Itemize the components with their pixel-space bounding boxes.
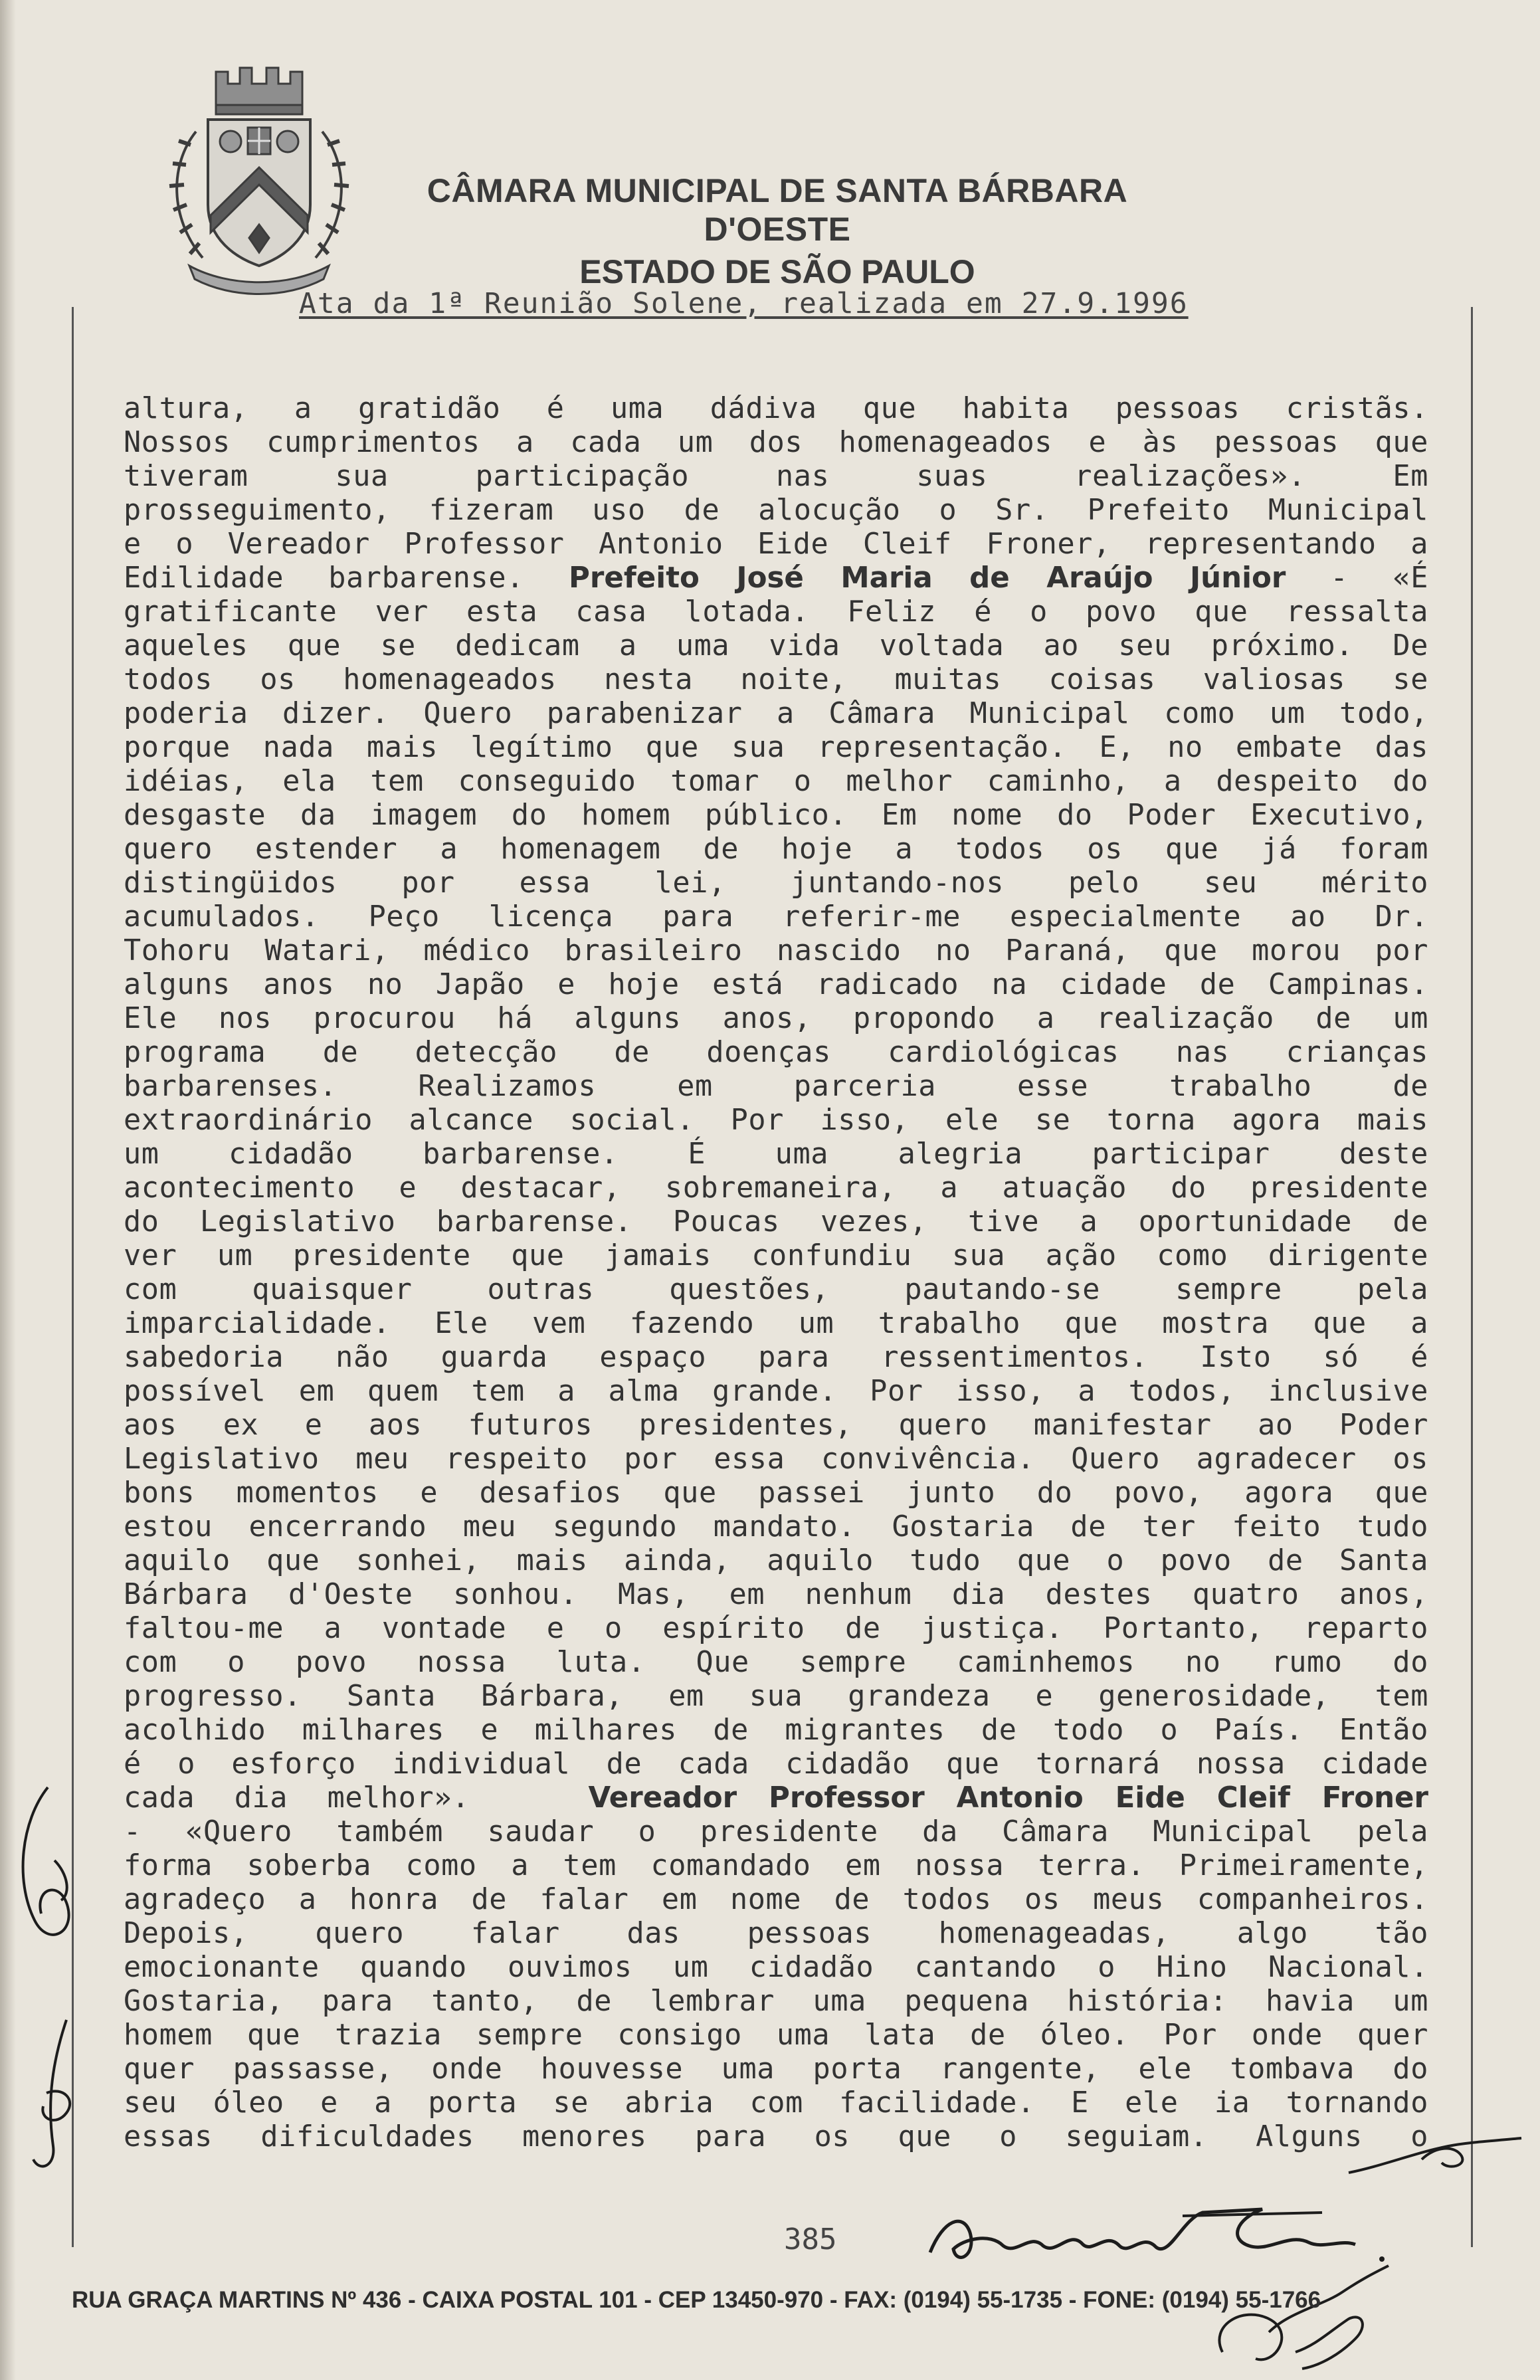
- document-title: Ata da 1ª Reunião Solene, realizada em 27.9.1996: [299, 287, 1189, 320]
- text-line: agradeço a honra de falar em nome de todos os meus companheiros.: [124, 1883, 1428, 1916]
- text-line: homem que trazia sempre consigo uma lata de óleo. Por onde quer: [124, 2019, 1428, 2052]
- text-line: com quaisquer outras questões, pautando-se sempre pela: [124, 1273, 1428, 1306]
- text-line: - «Quero também saudar o presidente da Câmara Municipal pela: [124, 1815, 1428, 1848]
- minutes-body: [124, 392, 1428, 2154]
- text-line: ver um presidente que jamais confundiu sua ação como dirigente: [124, 1239, 1428, 1272]
- text-line: distingüidos por essa lei, juntando-nos pelo seu mérito: [124, 866, 1428, 900]
- speaker-name-prefeito: Prefeito José Maria de Araújo Júnior: [569, 561, 1286, 595]
- text-line-speaker: [124, 1781, 1428, 1815]
- text-line: acumulados. Peço licença para referir-me especialmente ao Dr.: [124, 900, 1428, 934]
- text-line: do Legislativo barbarense. Poucas vezes, tive a oportunidade de: [124, 1205, 1428, 1239]
- text-line: barbarenses. Realizamos em parceria esse trabalho de: [124, 1070, 1428, 1103]
- text-line: idéias, ela tem conseguido tomar o melhor caminho, a despeito do: [124, 765, 1428, 798]
- text-line: todos os homenageados nesta noite, muitas coisas valiosas se: [124, 663, 1428, 696]
- text-line: um cidadão barbarense. É uma alegria participar deste: [124, 1138, 1428, 1171]
- text-line: com o povo nossa luta. Que sempre caminhemos no rumo do: [124, 1646, 1428, 1679]
- text-line: extraordinário alcance social. Por isso, ele se torna agora mais: [124, 1104, 1428, 1137]
- right-margin-rule: [1471, 307, 1473, 2247]
- text-line: quer passasse, onde houvesse uma porta rangente, ele tombava do: [124, 2052, 1428, 2086]
- text-line: aqueles que se dedicam a uma vida voltada ao seu próximo. De: [124, 629, 1428, 662]
- text-line: porque nada mais legítimo que sua representação. E, no embate das: [124, 731, 1428, 764]
- text-line: Depois, quero falar das pessoas homenageadas, algo tão: [124, 1917, 1428, 1950]
- text-line: emocionante quando ouvimos um cidadão cantando o Hino Nacional.: [124, 1951, 1428, 1984]
- text-line-speaker: [124, 561, 1428, 595]
- text-line: essas dificuldades menores para os que o seguiam. Alguns o: [124, 2120, 1428, 2153]
- text-line: faltou-me a vontade e o espírito de justiça. Portanto, reparto: [124, 1612, 1428, 1645]
- text-line: Tohoru Watari, médico brasileiro nascido no Paraná, que morou por: [124, 934, 1428, 967]
- page-number: 385: [784, 2223, 837, 2256]
- signature-left-2-icon: [27, 2013, 86, 2179]
- text-line: Legislativo meu respeito por essa convivência. Quero agradecer os: [124, 1442, 1428, 1476]
- text-line: tiveram sua participação nas suas realizações». Em: [124, 460, 1428, 493]
- text-line: acontecimento e destacar, sobremaneira, a atuação do presidente: [124, 1171, 1428, 1205]
- text-line: sabedoria não guarda espaço para ressentimentos. Isto só é: [124, 1341, 1428, 1374]
- text-line: Nossos cumprimentos a cada um dos homenageados e às pessoas que: [124, 426, 1428, 459]
- text-line: Gostaria, para tanto, de lembrar uma pequena história: havia um: [124, 1985, 1428, 2018]
- text-line: aos ex e aos futuros presidentes, quero manifestar ao Poder: [124, 1409, 1428, 1442]
- institution-name: CÂMARA MUNICIPAL DE SANTA BÁRBARA D'OESTE: [427, 172, 1128, 248]
- speaker-name-vereador: Vereador Professor Antonio Eide Cleif Froner: [588, 1781, 1429, 1815]
- text-line: estou encerrando meu segundo mandato. Gostaria de ter feito tudo: [124, 1510, 1428, 1543]
- text-line: é o esforço individual de cada cidadão que tornará nossa cidade: [124, 1747, 1428, 1781]
- signature-margin-icon: [1342, 2126, 1528, 2186]
- text-line: altura, a gratidão é uma dádiva que habita pessoas cristãs.: [124, 392, 1428, 425]
- page-edge-shadow: [0, 0, 16, 2380]
- text-line: imparcialidade. Ele vem fazendo um trabalho que mostra que a: [124, 1307, 1428, 1340]
- text-segment: - «É: [1286, 561, 1428, 595]
- text-line: alguns anos no Japão e hoje está radicado na cidade de Campinas.: [124, 968, 1428, 1001]
- text-line: Ele nos procurou há alguns anos, propondo a realização de um: [124, 1002, 1428, 1035]
- signature-bottom-icon: [1196, 2252, 1395, 2379]
- text-line: programa de detecção de doenças cardiológicas nas crianças: [124, 1036, 1428, 1069]
- text-line: prosseguimento, fizeram uso de alocução o Sr. Prefeito Municipal: [124, 494, 1428, 527]
- text-line: e o Vereador Professor Antonio Eide Cleif Froner, representando a: [124, 528, 1428, 561]
- text-line: forma soberba como a tem comandado em nossa terra. Primeiramente,: [124, 1849, 1428, 1882]
- text-line: seu óleo e a porta se abria com facilidade. E ele ia tornando: [124, 2086, 1428, 2120]
- text-line: poderia dizer. Quero parabenizar a Câmara Municipal como um todo,: [124, 697, 1428, 730]
- text-line: gratificante ver esta casa lotada. Feliz é o povo que ressalta: [124, 595, 1428, 629]
- coat-of-arms-icon: [149, 58, 369, 298]
- text-line: quero estender a homenagem de hoje a todos os que já foram: [124, 833, 1428, 866]
- text-line: aquilo que sonhei, mais ainda, aquilo tudo que o povo de Santa: [124, 1544, 1428, 1577]
- state-name: ESTADO DE SÃO PAULO: [579, 253, 975, 290]
- footer-address: RUA GRAÇA MARTINS Nº 436 - CAIXA POSTAL 101 - CEP 13450-970 - FAX: (0194) 55-1735 - FONE: (0194) 55-1766: [72, 2287, 1321, 2313]
- text-segment: cada dia melhor».: [124, 1781, 470, 1815]
- signature-left-1-icon: [8, 1781, 81, 1953]
- text-line: acolhido milhares e milhares de migrantes de todo o País. Então: [124, 1714, 1428, 1747]
- text-line: bons momentos e desafios que passei junto do povo, agora que: [124, 1476, 1428, 1510]
- text-line: desgaste da imagem do homem público. Em nome do Poder Executivo,: [124, 799, 1428, 832]
- header-title: [372, 171, 1183, 291]
- text-line: progresso. Santa Bárbara, em sua grandeza e generosidade, tem: [124, 1680, 1428, 1713]
- text-segment: Edilidade barbarense.: [124, 561, 524, 595]
- left-margin-rule: [72, 307, 74, 2247]
- text-line: possível em quem tem a alma grande. Por isso, a todos, inclusive: [124, 1375, 1428, 1408]
- text-line: Bárbara d'Oeste sonhou. Mas, em nenhum dia destes quatro anos,: [124, 1578, 1428, 1611]
